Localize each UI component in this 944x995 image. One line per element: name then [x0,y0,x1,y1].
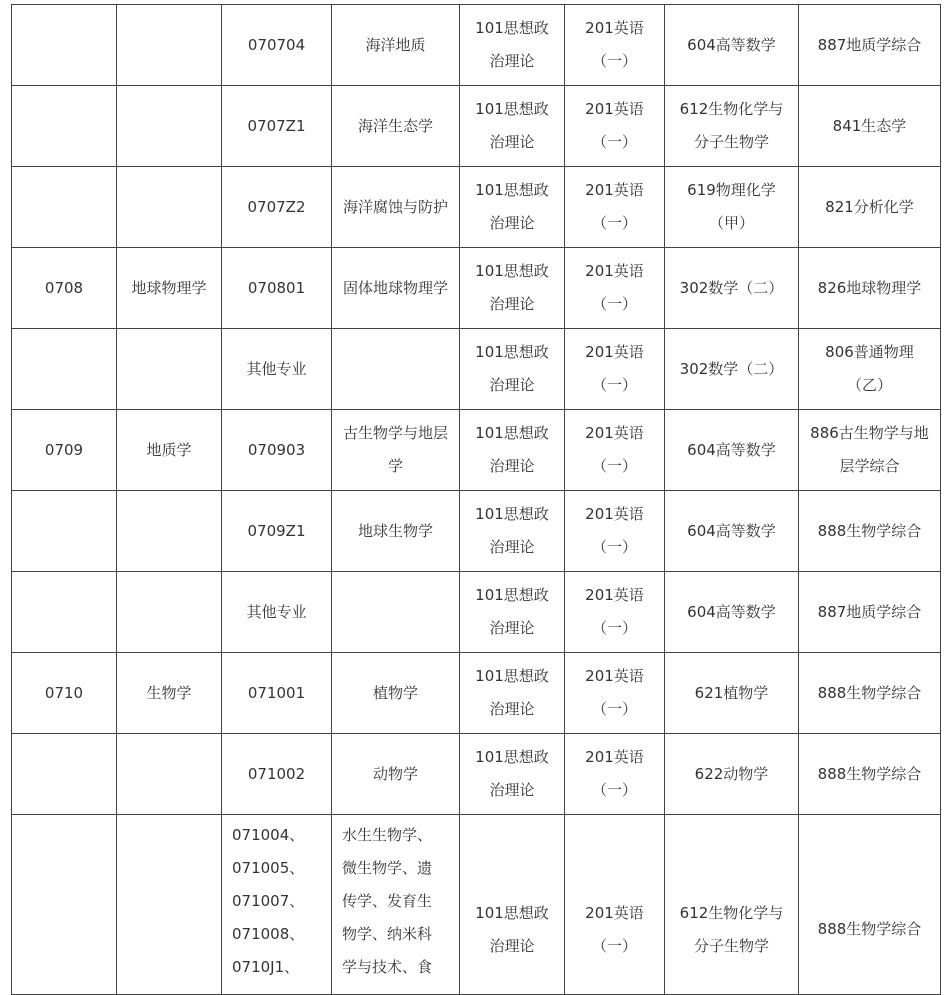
discipline-name-cell [117,5,222,86]
english-exam-cell: 201英语（一） [565,167,665,248]
subject3-exam-cell: 619物理化学（甲） [665,167,799,248]
politics-exam-cell: 101思想政治理论 [460,572,565,653]
discipline-code-cell: 0710 [12,653,117,734]
subject3-exam-cell: 612生物化学与分子生物学 [665,86,799,167]
table-row [12,815,941,995]
table-row [12,410,941,491]
table-row [12,491,941,572]
subject3-exam-cell: 302数学（二） [665,248,799,329]
major-name-cell [332,572,460,653]
table-body [12,5,941,995]
english-exam-cell: 201英语（一） [565,5,665,86]
major-code-cell: 0707Z2 [222,167,332,248]
english-exam-cell [565,815,665,995]
major-code-cell: 0709Z1 [222,491,332,572]
major-name-line: 学与技术、食 [342,958,433,976]
politics-exam-cell: 101思想政治理论 [460,653,565,734]
subject4-exam-cell: 806普通物理（乙） [799,329,941,410]
major-name-cell: 古生物学与地层学 [332,410,460,491]
table-row [12,86,941,167]
subject4-exam-text: 888生物学综合 [817,920,922,938]
english-exam-cell: 201英语（一） [565,491,665,572]
table-row [12,5,941,86]
politics-exam-cell: 101思想政治理论 [460,167,565,248]
english-exam-cell: 201英语（一） [565,86,665,167]
major-code-cell: 其他专业 [222,329,332,410]
discipline-code-cell: 0708 [12,248,117,329]
english-exam-cell: 201英语（一） [565,653,665,734]
discipline-code-cell [12,5,117,86]
major-code-cell: 071002 [222,734,332,815]
exam-subjects-table-container [11,4,941,995]
major-code-line: 071004、 [232,826,305,844]
discipline-name-cell: 生物学 [117,653,222,734]
discipline-code-cell [12,734,117,815]
subject3-exam-cell: 604高等数学 [665,5,799,86]
subject3-exam-cell: 622动物学 [665,734,799,815]
politics-exam-cell: 101思想政治理论 [460,491,565,572]
subject4-exam-cell: 821分析化学 [799,167,941,248]
major-name-line: 传学、发育生 [342,892,433,910]
discipline-name-cell [117,167,222,248]
major-name-line: 微生物学、遗 [342,859,433,877]
politics-exam-cell: 101思想政治理论 [460,410,565,491]
subject4-exam-cell: 888生物学综合 [799,734,941,815]
table-row [12,572,941,653]
major-name-line: 物学、纳米科 [342,925,433,943]
english-exam-cell: 201英语（一） [565,572,665,653]
table-row [12,653,941,734]
subject4-exam-cell: 886古生物学与地层学综合 [799,410,941,491]
subject3-exam-cell [665,815,799,995]
politics-exam-cell [460,815,565,995]
discipline-code-cell [12,329,117,410]
major-name-cell: 地球生物学 [332,491,460,572]
major-name-cell: 植物学 [332,653,460,734]
exam-subjects-table [11,4,941,995]
english-exam-cell: 201英语（一） [565,410,665,491]
subject3-exam-cell: 604高等数学 [665,410,799,491]
table-row [12,329,941,410]
major-name-cell: 动物学 [332,734,460,815]
english-exam-cell: 201英语（一） [565,329,665,410]
english-exam-text: 201英语（一） [585,904,644,955]
discipline-name-cell [117,491,222,572]
major-name-cell: 固体地球物理学 [332,248,460,329]
major-name-line: 水生生物学、 [342,826,433,844]
discipline-name-cell: 地球物理学 [117,248,222,329]
politics-exam-cell: 101思想政治理论 [460,86,565,167]
politics-exam-cell: 101思想政治理论 [460,248,565,329]
major-name-cell [332,815,460,995]
major-code-line: 071007、 [232,892,305,910]
subject3-exam-text: 612生物化学与分子生物学 [679,904,784,955]
major-name-cell [332,329,460,410]
major-code-cell: 其他专业 [222,572,332,653]
table-row [12,734,941,815]
english-exam-cell: 201英语（一） [565,734,665,815]
politics-exam-cell: 101思想政治理论 [460,329,565,410]
subject4-exam-cell [799,815,941,995]
major-code-cell: 071001 [222,653,332,734]
major-code-cell: 070801 [222,248,332,329]
discipline-code-cell [12,167,117,248]
politics-exam-cell: 101思想政治理论 [460,734,565,815]
subject4-exam-cell: 887地质学综合 [799,572,941,653]
discipline-name-cell [117,815,222,995]
subject3-exam-cell: 604高等数学 [665,572,799,653]
subject4-exam-cell: 841生态学 [799,86,941,167]
subject4-exam-cell: 888生物学综合 [799,653,941,734]
major-code-line: 071005、 [232,859,305,877]
discipline-name-cell: 地质学 [117,410,222,491]
subject3-exam-cell: 604高等数学 [665,491,799,572]
major-name-cell: 海洋地质 [332,5,460,86]
discipline-code-cell [12,572,117,653]
discipline-name-cell [117,329,222,410]
discipline-name-cell [117,572,222,653]
major-name-cell: 海洋生态学 [332,86,460,167]
major-code-cell: 070903 [222,410,332,491]
discipline-code-cell [12,86,117,167]
politics-exam-cell: 101思想政治理论 [460,5,565,86]
subject4-exam-cell: 826地球物理学 [799,248,941,329]
discipline-name-cell [117,734,222,815]
politics-exam-text: 101思想政治理论 [475,904,549,955]
major-code-line: 0710J1、 [232,958,300,976]
subject3-exam-cell: 302数学（二） [665,329,799,410]
discipline-name-cell [117,86,222,167]
major-code-cell [222,815,332,995]
subject4-exam-cell: 887地质学综合 [799,5,941,86]
major-code-line: 071008、 [232,925,305,943]
english-exam-cell: 201英语（一） [565,248,665,329]
subject3-exam-cell: 621植物学 [665,653,799,734]
major-code-cell: 070704 [222,5,332,86]
major-name-cell: 海洋腐蚀与防护 [332,167,460,248]
subject4-exam-cell: 888生物学综合 [799,491,941,572]
major-code-cell: 0707Z1 [222,86,332,167]
discipline-code-cell [12,491,117,572]
table-row [12,248,941,329]
table-row [12,167,941,248]
discipline-code-cell: 0709 [12,410,117,491]
discipline-code-cell [12,815,117,995]
